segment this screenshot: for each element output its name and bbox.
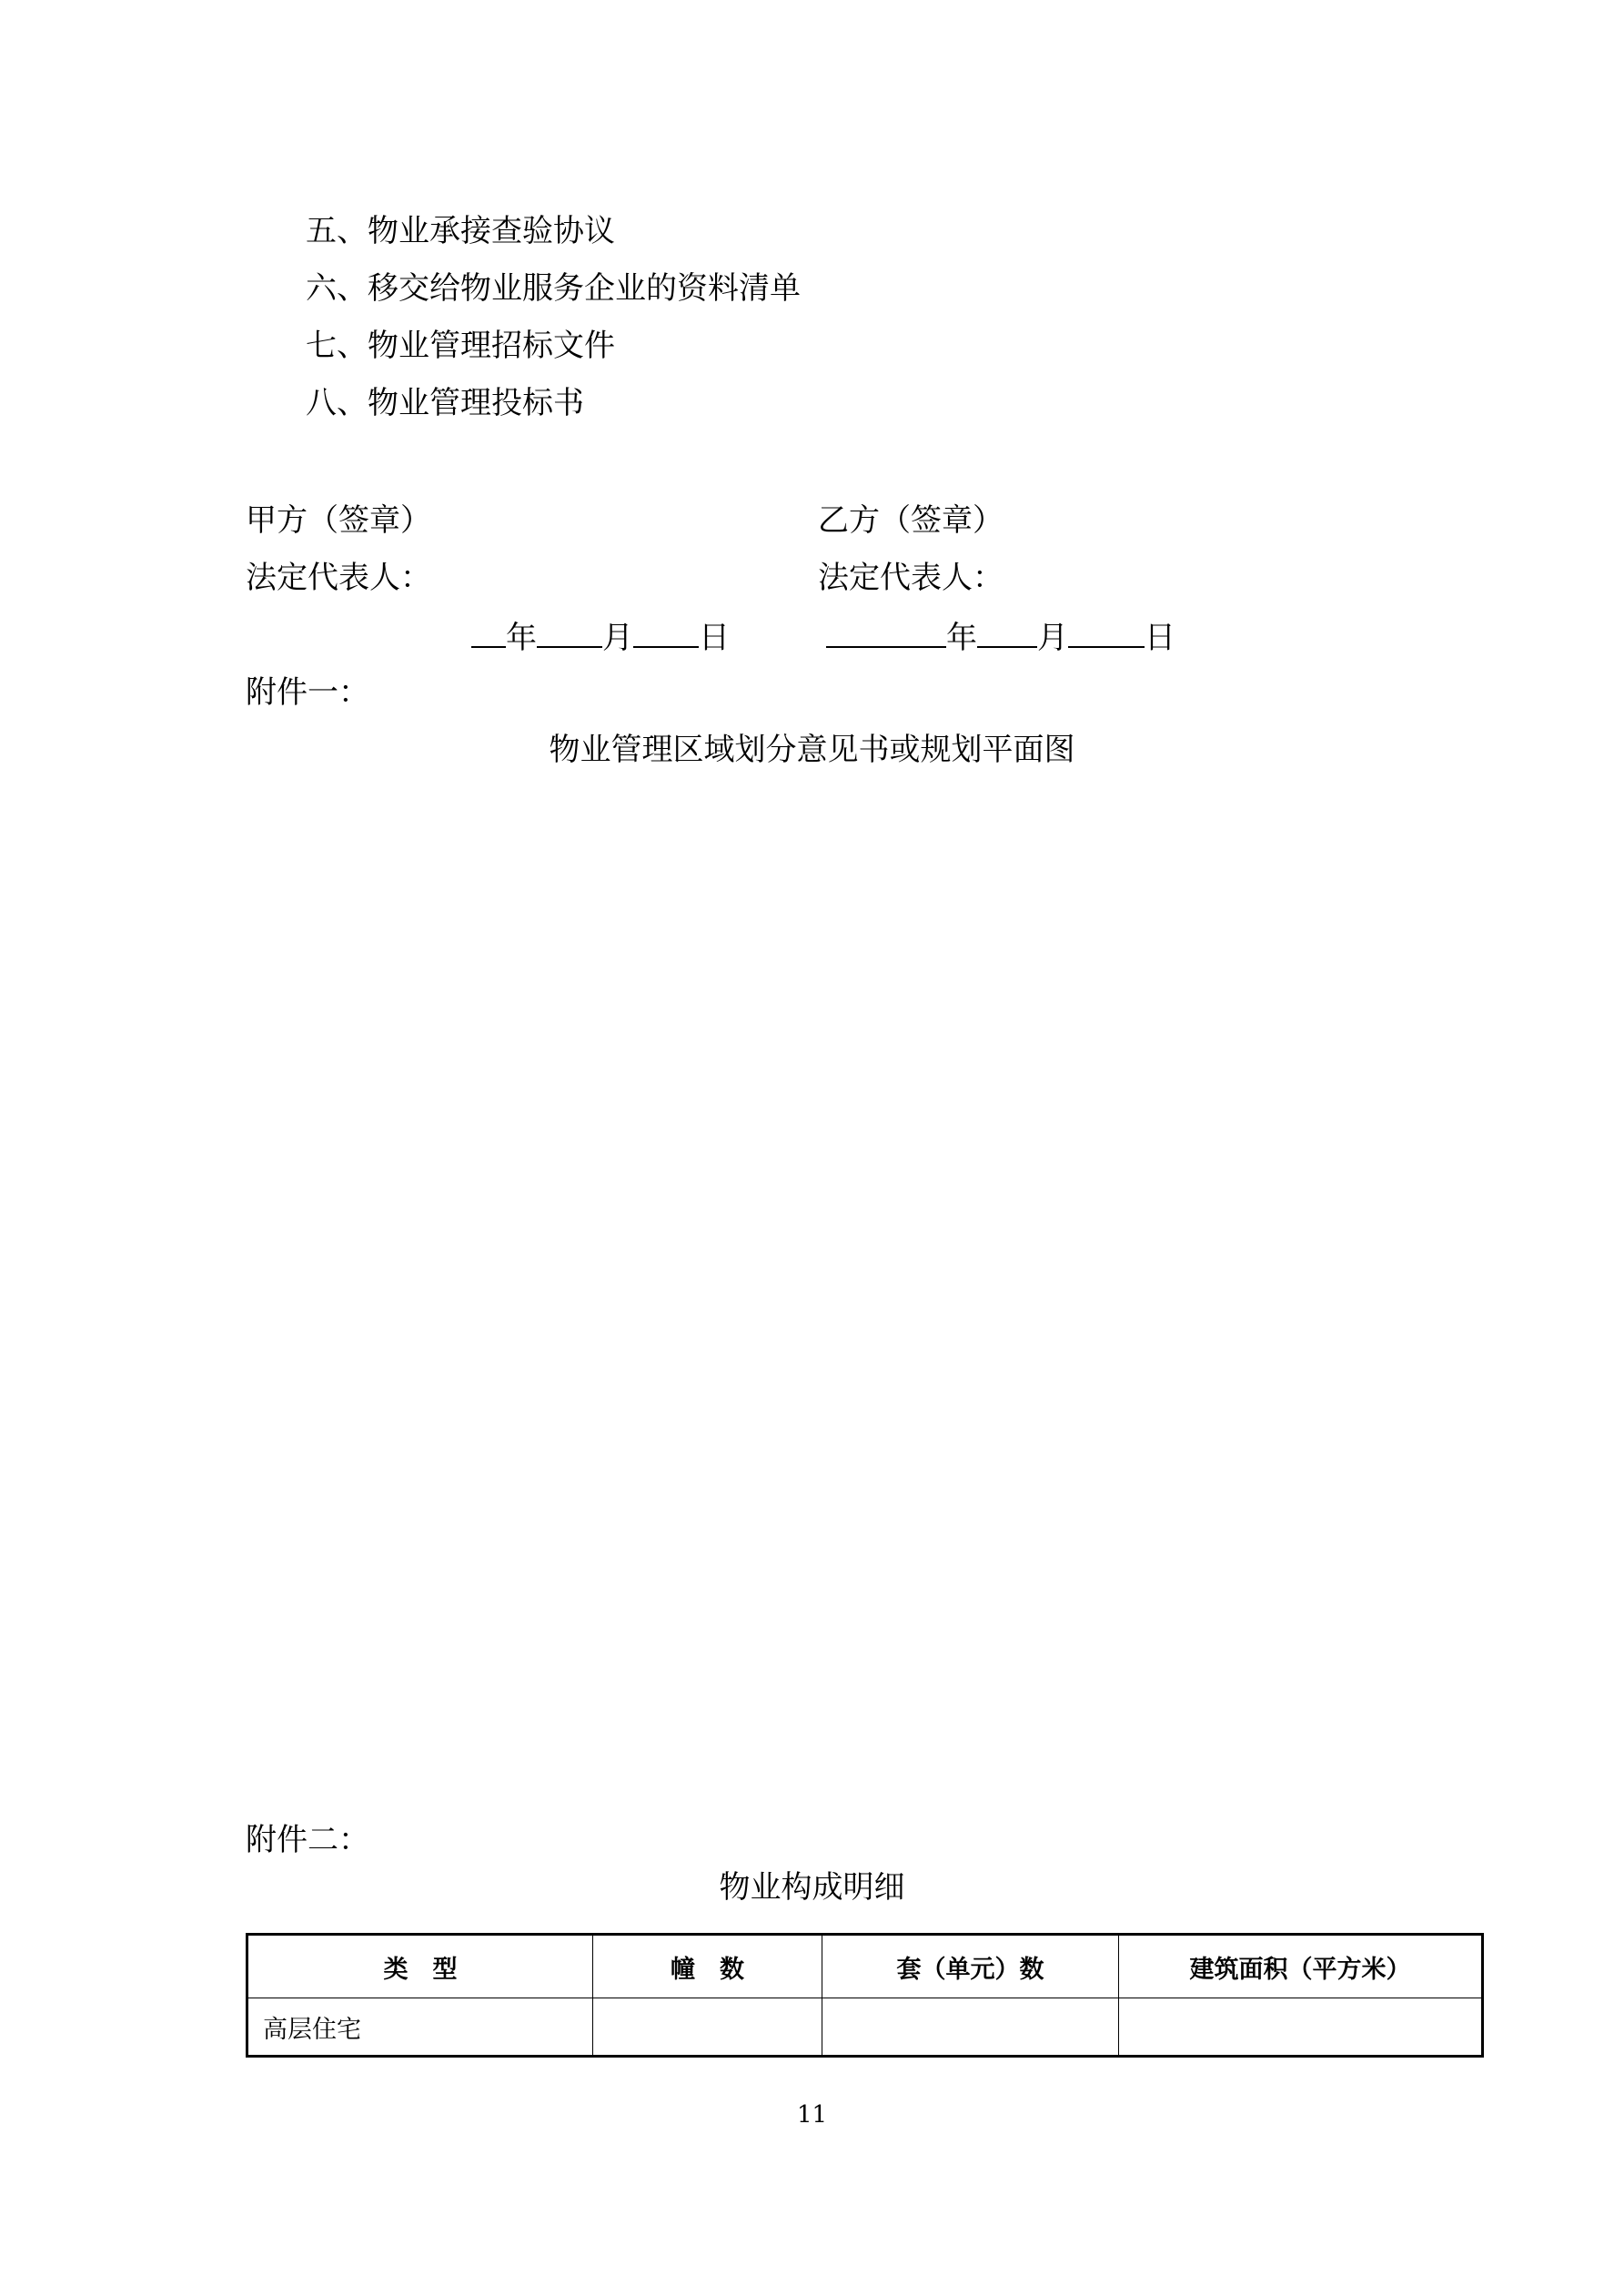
- party-a-date-line: 年 月 日: [471, 617, 730, 656]
- header-type: 类 型: [247, 1935, 593, 1998]
- party-b-seal-label: 乙方（签章）: [818, 502, 1004, 539]
- header-floor-area: 建筑面积（平方米）: [1119, 1935, 1483, 1998]
- party-b-date-line: 年 月 日: [826, 617, 1175, 656]
- list-item-6: 六、移交给物业服务企业的资料清单: [306, 270, 801, 307]
- party-a-seal-label: 甲方（签章）: [246, 502, 431, 539]
- attachment-2-title: 物业构成明细: [719, 1869, 905, 1906]
- cell-unit-count: [822, 1998, 1119, 2057]
- table-header-row: [247, 1935, 1483, 1998]
- attachment-1-label: 附件一：: [246, 674, 369, 711]
- cell-floor-area: [1119, 1998, 1483, 2057]
- cell-building-count: [593, 1998, 822, 2057]
- list-item-8: 八、物业管理投标书: [306, 385, 584, 421]
- page-number: 11: [796, 2101, 828, 2129]
- party-b-representative-label: 法定代表人：: [818, 560, 1004, 596]
- year-blank: [471, 617, 506, 648]
- table-row: [247, 1998, 1483, 2057]
- list-item-7: 七、物业管理招标文件: [306, 328, 615, 364]
- list-item-5: 五、物业承接查验协议: [306, 213, 615, 249]
- attachment-2-label: 附件二：: [246, 1822, 369, 1858]
- month-blank: [537, 617, 602, 648]
- day-blank: [1068, 617, 1145, 648]
- month-blank: [977, 617, 1037, 648]
- year-blank: [826, 617, 946, 648]
- day-blank: [633, 617, 699, 648]
- cell-type: 高层住宅: [247, 1998, 593, 2057]
- attachment-1-title: 物业管理区域划分意见书或规划平面图: [549, 732, 1075, 768]
- header-building-count: 幢 数: [593, 1935, 822, 1998]
- property-composition-table: [246, 1933, 1484, 2058]
- party-a-representative-label: 法定代表人：: [246, 560, 431, 596]
- header-unit-count: 套（单元）数: [822, 1935, 1119, 1998]
